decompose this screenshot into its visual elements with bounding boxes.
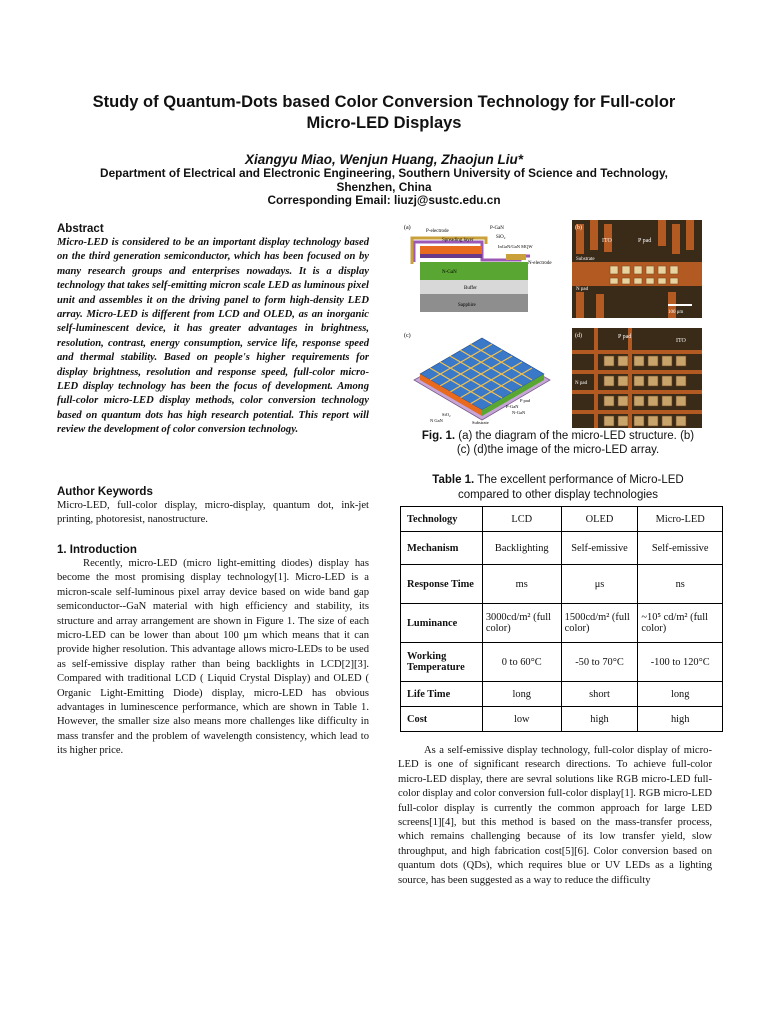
figure-1-caption	[400, 429, 716, 457]
table-header-cell: Micro-LED	[638, 507, 723, 532]
label-n-pad: N pad	[576, 287, 589, 292]
table-cell: -50 to 70°C	[561, 643, 638, 682]
table-cell: 3000cd/m² (full color)	[482, 604, 561, 643]
keywords-heading: Author Keywords	[57, 486, 153, 498]
row-label: Life Time	[401, 682, 483, 707]
label-p-gan: P-GaN	[490, 226, 504, 231]
row-label: Luminance	[401, 604, 483, 643]
label-sio2: SiO₂	[496, 235, 506, 240]
table-row	[401, 682, 723, 707]
table-row	[401, 707, 723, 732]
paper-title	[50, 92, 718, 134]
table-header-cell: LCD	[482, 507, 561, 532]
label-p-pad: P pad	[638, 238, 652, 244]
figure-caption-label: Fig. 1.	[421, 430, 456, 442]
table-cell: high	[638, 707, 723, 732]
introduction-text: Recently, micro-LED (micro light-emitting diodes) display has become the most promising display technology[1]. Micro-LED is a micron-scale self-luminous pixel array device based on wide band gap semiconductor--GaN material with high efficiency and stability, its structure and array arrangement are shown in Figure 1. The size of each micro-LED can be lower than about 100 μm which means that it can provide higher resolution. This advantage allows micro-LEDs to be used as self-emissive display rather than being backlights in LCD[2][3]. Compared with traditional LCD ( Liquid Crystal Display) and OLED ( Organic Light-Emitting Diode) display, micro-LED has obvious advantages in luminescence performance, which are shown in Table 1. However, the smaller size also means more challenges like difficulty in mass transfer and the problem of wavelength consistency, which lead to its higher price.	[57, 558, 369, 757]
panel-b-tag: (b)	[575, 225, 582, 231]
figure-caption-line-2: (c) (d)the image of the micro-LED array.	[456, 444, 660, 456]
affiliation: Department of Electrical and Electronic Engineering, Southern University of Science and Technology, Shenzhen, China	[100, 166, 668, 194]
abstract-heading: Abstract	[57, 223, 104, 235]
figure-1	[402, 220, 714, 428]
corresponding-email: Corresponding Email: liuzj@sustc.edu.cn	[267, 193, 501, 207]
row-label: Cost	[401, 707, 483, 732]
label-n-gan: N-GaN	[442, 270, 457, 275]
p-gan-layer	[420, 246, 482, 254]
label-n-electrode: N-electrode	[528, 261, 552, 266]
row-label: Mechanism	[401, 532, 483, 565]
label-spreading: Spreading layer	[442, 238, 474, 243]
row-label: Working Temperature	[401, 643, 483, 682]
table-cell: μs	[561, 565, 638, 604]
n-electrode	[506, 254, 526, 260]
label-c-4: N GaN	[430, 418, 443, 423]
table-cell: Self-emissive	[638, 532, 723, 565]
table-1-caption	[400, 473, 716, 503]
table-row	[401, 643, 723, 682]
table-cell: short	[561, 682, 638, 707]
label-c-0: SiO₂	[442, 412, 451, 417]
label-substrate: Substrate	[576, 257, 595, 262]
mqw-layer	[420, 254, 482, 258]
table-cell: low	[482, 707, 561, 732]
table-cell: Self-emissive	[561, 532, 638, 565]
table-caption-line-2: compared to other display technologies	[457, 489, 659, 501]
table-cell: long	[482, 682, 561, 707]
panel-a-tag: (a)	[404, 225, 411, 231]
figure-panel-a	[402, 220, 562, 318]
title-line-2: Micro-LED Displays	[306, 114, 462, 132]
figure-panel-b	[572, 220, 702, 318]
label-d-ito: ITO	[676, 338, 686, 344]
label-c-3: Substrate	[472, 420, 489, 425]
author-list: Xiangyu Miao, Wenjun Huang, Zhaojun Liu*	[245, 152, 523, 167]
figure-panel-d	[572, 328, 702, 428]
figure-caption-line-1: (a) the diagram of the micro-LED structure. (b)	[458, 430, 695, 442]
abstract-text: Micro-LED is considered to be an important display technology based on the third generation semiconductor, which has been focused on by many research groups and enterprises nowadays. It is a display technology that takes self-emitting micron scale LED as luminous pixel unit and assembles it on the driving panel to form high-density LED array. Micro-LED is different from LCD and OLED, as an inorganic self-luminescent device, it has greater advantages in brightness, resolution, contrast, energy consumption, service life, response speed and thermal stability. Based on people's higher requirements for display brightness, resolution and response speed, full-color micro-LED display technology has been the focus of development. Among full-color micro-LED display methods, color conversion technology based on quantum dots has high research potential. This report will review the development of color conversion technology.	[57, 237, 369, 436]
table-header-cell: OLED	[561, 507, 638, 532]
label-c-2: N-GaN	[512, 410, 526, 415]
table-header-cell: Technology	[401, 507, 483, 532]
panel-c-tag: (c)	[404, 333, 411, 339]
n-gan-layer	[420, 262, 528, 280]
title-line-1: Study of Quantum-Dots based Color Conversion Technology for Full-color	[92, 93, 676, 111]
label-mqw: InGaN/GaN MQW	[498, 244, 533, 249]
label-sapphire: Sapphire	[458, 303, 476, 308]
row-label: Response Time	[401, 565, 483, 604]
label-c-5: P pad	[520, 398, 530, 403]
table-cell: ~10⁵ cd/m² (full color)	[638, 604, 723, 643]
label-scale: 100 μm	[668, 310, 684, 315]
table-cell: 1500cd/m² (full color)	[561, 604, 638, 643]
label-p-electrode: P-electrode	[426, 229, 449, 234]
table-row	[401, 604, 723, 643]
table-cell: high	[561, 707, 638, 732]
table-cell: Backlighting	[482, 532, 561, 565]
table-cell: long	[638, 682, 723, 707]
keywords-text: Micro-LED, full-color display, micro-display, quantum dot, ink-jet printing, photoresist, nanostructure.	[57, 500, 369, 526]
table-row	[401, 565, 723, 604]
panel-d-tag: (d)	[575, 333, 582, 339]
table-cell: -100 to 120°C	[638, 643, 723, 682]
label-ito: ITO	[602, 238, 612, 244]
table-cell: ns	[638, 565, 723, 604]
table-row	[401, 532, 723, 565]
figure-panel-c	[402, 328, 562, 426]
performance-table	[400, 506, 723, 732]
introduction-heading: 1. Introduction	[57, 544, 137, 556]
table-header-row	[401, 507, 723, 532]
table-caption-label: Table 1.	[432, 474, 475, 486]
label-d-n-pad: N pad	[575, 381, 588, 386]
right-column-text: As a self-emissive display technology, full-color display of micro-LED is one of significant research directions. To achieve full-color micro-LED display, there are sevral solutions like RGB micro-LED full-color display and color conversion full-color display[1]. RGB micro-LED full-color display is currently the common approach for large LED screens[1][4], but this method is based on the mass-transfer process, which remains challenging because of its low transfer yield, slow throughput, and high fabrication cost[5][6]. Color conversion based on quantum dots (QDs), which requires blue or UV LEDs as a lighting source, has been suggested as a way to reduce the difficulty	[398, 745, 712, 886]
label-buffer: Buffer	[464, 286, 477, 291]
table-caption-line-1: The excellent performance of Micro-LED	[477, 474, 684, 486]
table-cell: ms	[482, 565, 561, 604]
table-cell: 0 to 60°C	[482, 643, 561, 682]
label-d-p-pad: P pad	[618, 334, 632, 340]
scale-bar	[668, 304, 692, 306]
label-c-1: P-GaN	[506, 404, 519, 409]
